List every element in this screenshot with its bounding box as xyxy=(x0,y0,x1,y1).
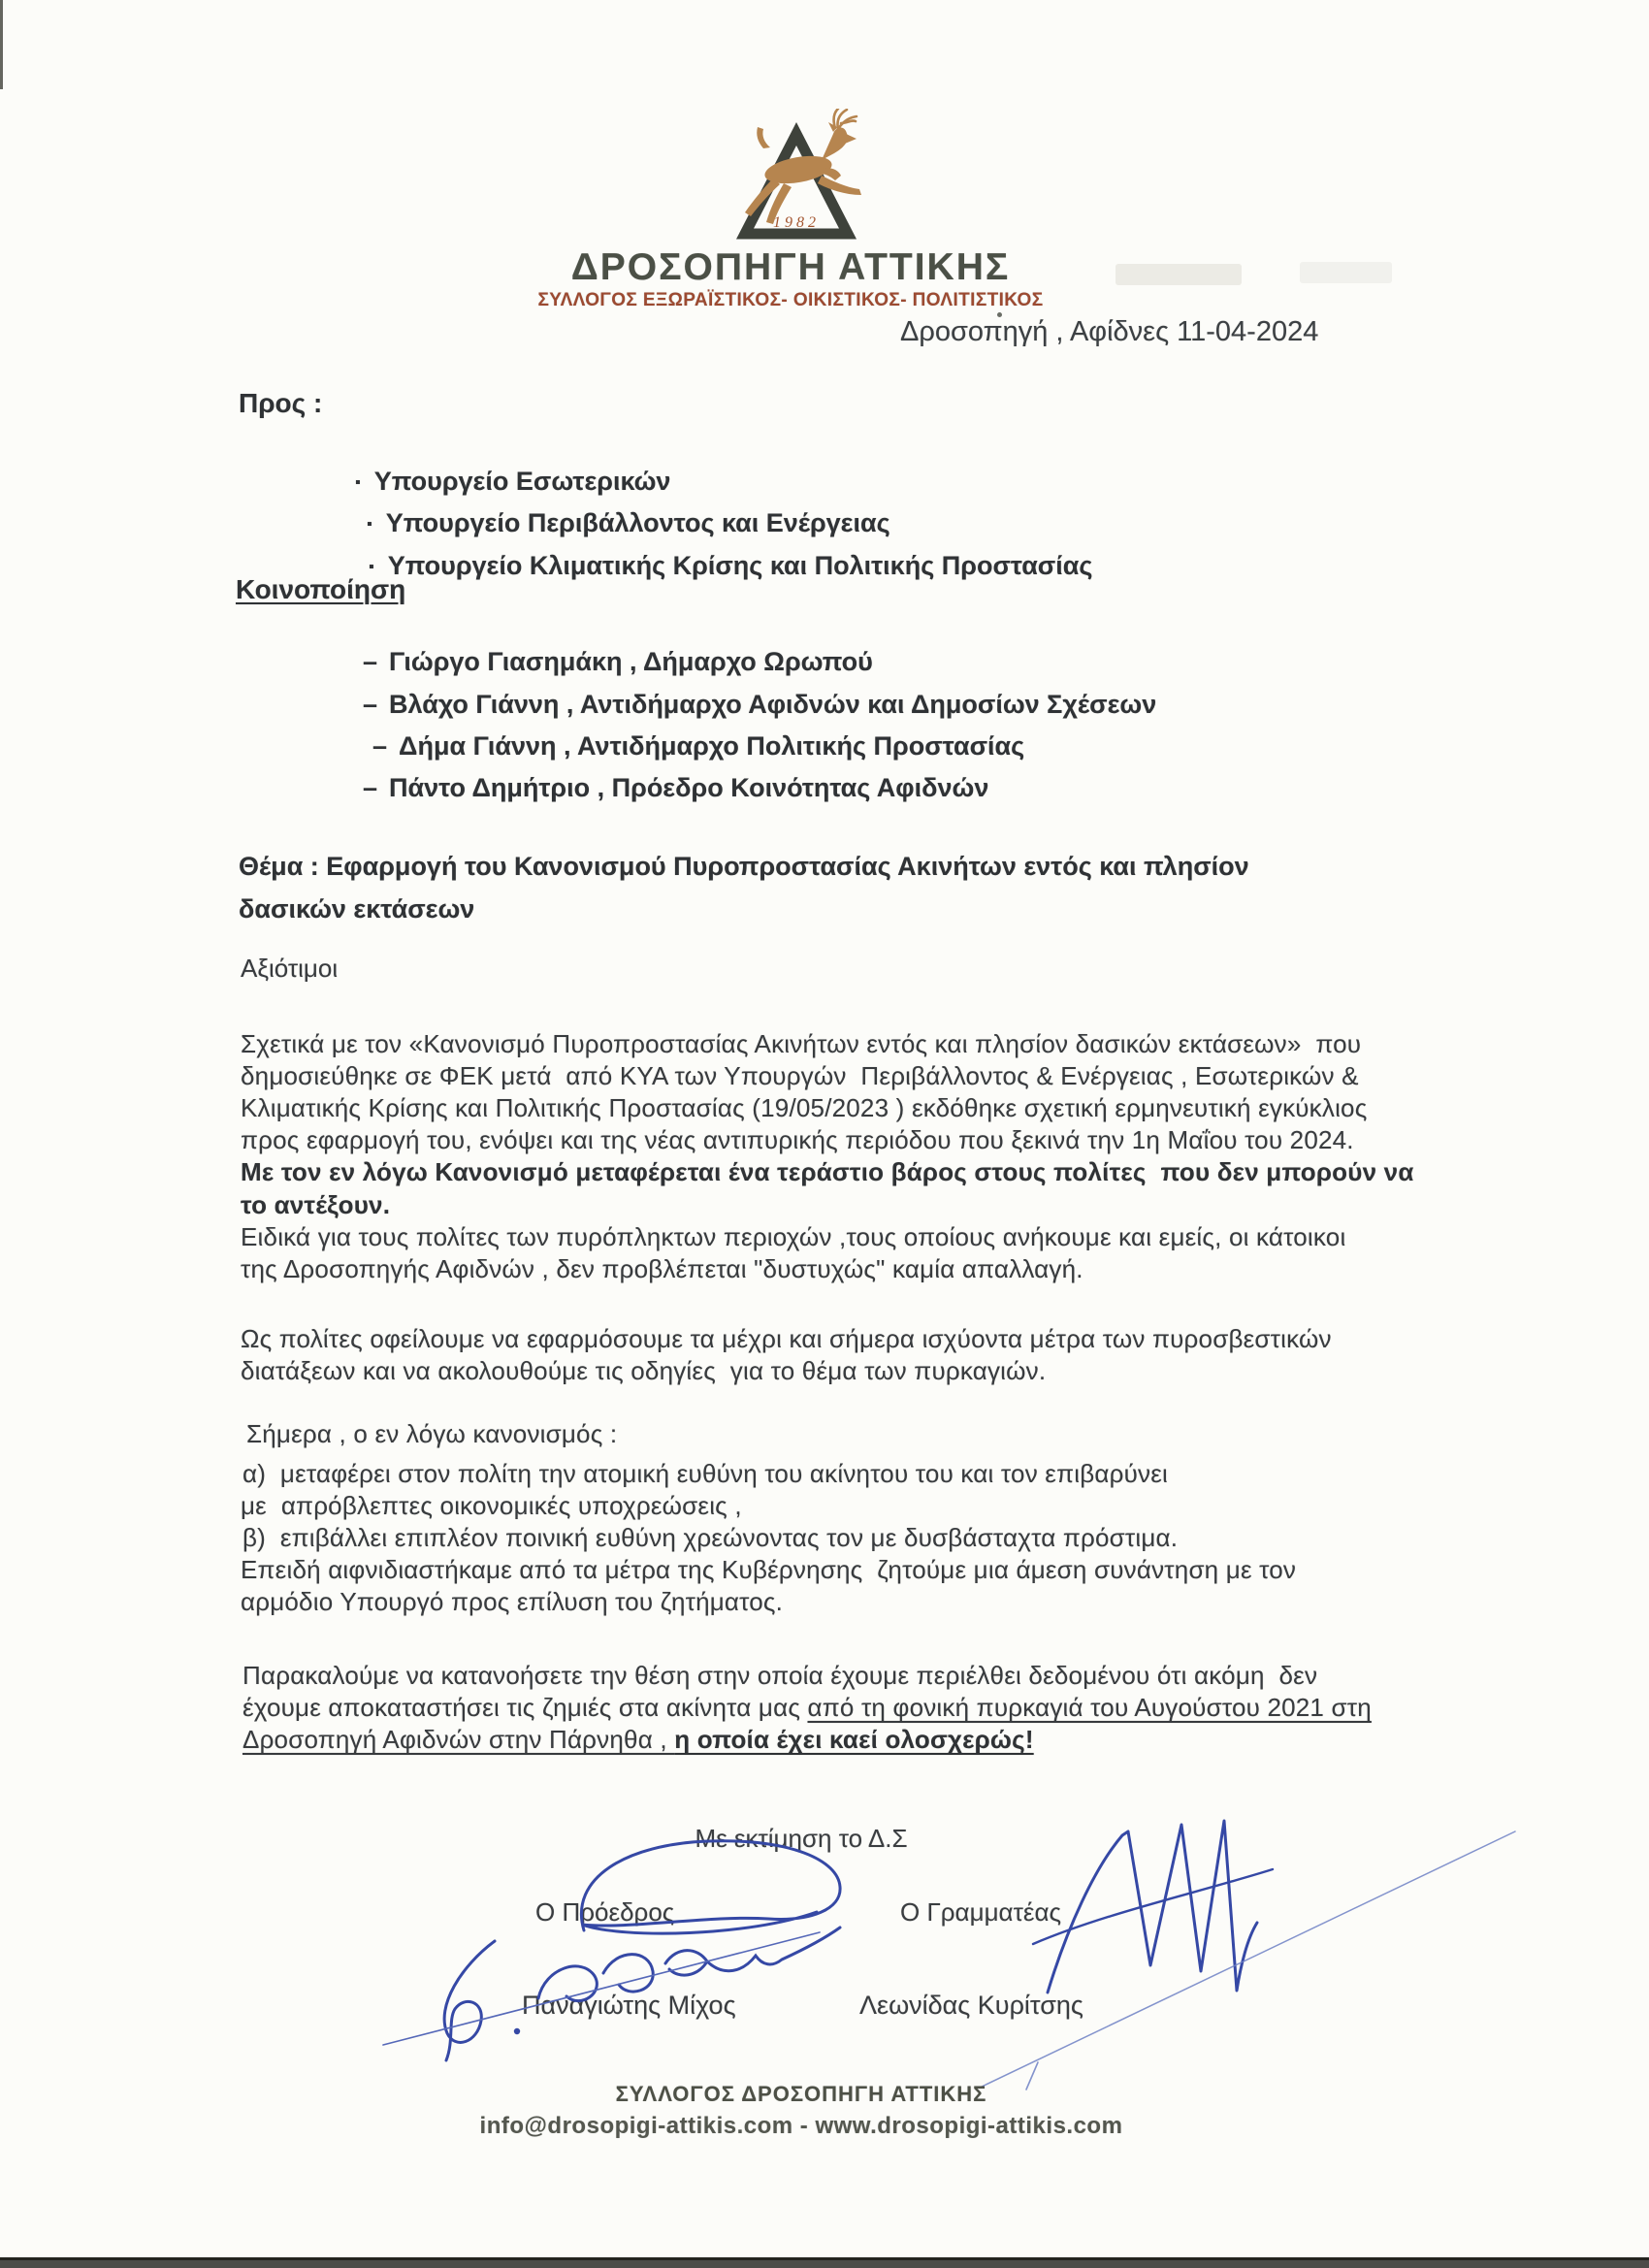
cc-label: Κοινοποίηση xyxy=(236,574,406,604)
closing-text-bold-underlined: η οποία έχει καεί ολοσχερώς! xyxy=(674,1725,1034,1754)
body-line: με απρόβλεπτες οικονομικές υποχρεώσεις , xyxy=(241,1491,742,1520)
to-label: Προς : xyxy=(239,388,323,418)
subject-line: Θέμα : Εφαρμογή του Κανονισμού Πυροπροστασίας Ακινήτων εντός και πλησίον xyxy=(239,852,1249,881)
body-line: β) επιβάλλει επιπλέον ποινική ευθύνη χρεώνοντας τον με δυσβάσταχτα πρόστιμα. xyxy=(242,1523,1179,1552)
body-line: προς εφαρμογή του, ενόψει και της νέας αντιπυρικής περιόδου που ξεκινά την 1η Μαΐου του 2024. xyxy=(241,1125,1354,1154)
body-line: αρμόδιο Υπουργό προς επίλυση του ζητήματος. xyxy=(241,1587,784,1616)
to-item-label: Υπουργείο Εσωτερικών xyxy=(373,467,671,496)
closing-line xyxy=(242,1724,1034,1756)
association-logo xyxy=(713,109,880,248)
dash-bullet-icon: – xyxy=(363,690,378,719)
secretary-name: Λεωνίδας Κυρίτσης xyxy=(859,1991,1083,2020)
scan-smudge xyxy=(1300,262,1392,283)
body-line: δημοσιεύθηκε σε ΦΕΚ μετά από ΚΥΑ των Υπουργών Περιβάλλοντος & Ενέργειας , Εσωτερικών & xyxy=(241,1061,1359,1090)
body-line: α) μεταφέρει στον πολίτη την ατομική ευθύνη του ακίνητου του και τον επιβαρύνει xyxy=(242,1459,1168,1488)
scan-bottom-edge xyxy=(0,2254,1649,2268)
body-line: Σήμερα , ο εν λόγω κανονισμός : xyxy=(246,1419,618,1448)
closing-line xyxy=(242,1692,1372,1724)
dash-bullet-icon: – xyxy=(363,773,378,802)
cc-item-label: Δήμα Γιάννη , Αντιδήμαρχο Πολιτικής Προστασίας xyxy=(399,731,1025,761)
cc-item-label: Γιώργο Γιασημάκη , Δήμαρχο Ωρωπού xyxy=(389,647,873,676)
body-line: Κλιματικής Κρίσης και Πολιτικής Προστασίας (19/05/2023 ) εκδόθηκε σχετική ερμηνευτική εγκύκλιος xyxy=(241,1093,1368,1122)
org-subtitle: ΣΥΛΛΟΓΟΣ ΕΞΩΡΑΪΣΤΙΚΟΣ- ΟΙΚΙΣΤΙΚΟΣ- ΠΟΛΙΤΙΣΤΙΚΟΣ xyxy=(537,290,1044,310)
president-title: Ο Πρόεδρος xyxy=(535,1897,675,1927)
cc-item-label: Βλάχο Γιάννη , Αντιδήμαρχο Αφιδνών και Δημοσίων Σχέσεων xyxy=(389,690,1157,719)
cc-item xyxy=(334,743,988,833)
salutation: Αξιότιμοι xyxy=(241,954,339,983)
to-item-label: Υπουργείο Περιβάλλοντος και Ενέργειας xyxy=(385,508,890,537)
closing-text-underlined: από τη φονική πυρκαγιά του Αυγούστου 2021 στη xyxy=(807,1693,1372,1722)
closing-line: Παρακαλούμε να κατανοήσετε την θέση στην οποία έχουμε περιέλθει δεδομένου ότι ακόμη δεν xyxy=(242,1661,1318,1690)
to-item xyxy=(340,521,1092,611)
square-bullet-icon: ▪ xyxy=(367,516,372,533)
cc-item-label: Πάντο Δημήτριο , Πρόεδρο Κοινότητας Αφιδνών xyxy=(389,773,989,802)
deer-antlers-icon xyxy=(834,109,857,129)
closing-text: έχουμε αποκαταστήσει τις ζημιές στα ακίνητα μας xyxy=(242,1693,808,1722)
org-name: ΔΡΟΣΟΠΗΓΗ ΑΤΤΙΚΗΣ xyxy=(570,246,1011,288)
secretary-title: Ο Γραμματέας xyxy=(900,1897,1062,1927)
president-name: Παναγιώτης Μίχος xyxy=(522,1991,736,2020)
logo-year: 1982 xyxy=(773,214,820,231)
footer-org-line: ΣΥΛΛΟΓΟΣ ΔΡΟΣΟΠΗΓΗ ΑΤΤΙΚΗΣ xyxy=(615,2082,987,2106)
scan-edge-artifact xyxy=(0,0,3,89)
closing-text-underlined: Δροσοπηγή Αφιδνών στην Πάρνηθα , xyxy=(242,1725,675,1754)
square-bullet-icon: ▪ xyxy=(369,559,374,575)
closing-regards: Με εκτίμηση το Δ.Σ xyxy=(695,1824,908,1853)
square-bullet-icon: ▪ xyxy=(355,474,361,491)
dash-bullet-icon: – xyxy=(372,731,388,761)
body-line: Ειδικά για τους πολίτες των πυρόπληκτων περιοχών ,τους οποίους ανήκουμε και εμείς, οι κάτοικοι xyxy=(241,1222,1346,1251)
date-line: Δροσοπηγή , Αφίδνες 11-04-2024 xyxy=(900,316,1319,347)
body-line: Ως πολίτες οφείλουμε να εφαρμόσουμε τα μέχρι και σήμερα ισχύοντα μέτρα των πυροσβεστικών xyxy=(241,1324,1332,1353)
dash-bullet-icon: – xyxy=(363,647,378,676)
body-line: της Δροσοπηγής Αφιδνών , δεν προβλέπεται "δυστυχώς" καμία απαλλαγή. xyxy=(241,1254,1083,1283)
footer-contact-line: info@drosopigi-attikis.com - www.drosopigi-attikis.com xyxy=(479,2113,1123,2139)
body-line: Επειδή αιφνιδιαστήκαμε από τα μέτρα της Κυβέρνησης ζητούμε μια άμεση συνάντηση με τον xyxy=(241,1555,1297,1584)
president-signature xyxy=(383,1841,840,2060)
secretary-signature xyxy=(980,1821,1515,2090)
body-line: Σχετικά με τον «Κανονισμό Πυροπροστασίας Ακινήτων εντός και πλησίον δασικών εκτάσεων» που xyxy=(241,1029,1362,1058)
body-line-bold: Με τον εν λόγω Κανονισμό μεταφέρεται ένα τεράστιο βάρος στους πολίτες που δεν μπορούν να xyxy=(241,1157,1414,1186)
subject-line: δασικών εκτάσεων xyxy=(239,894,475,923)
body-line-bold: το αντέξουν. xyxy=(241,1190,391,1219)
body-line: διατάξεων και να ακολουθούμε τις οδηγίες για το θέμα των πυρκαγιών. xyxy=(241,1356,1047,1385)
to-item-label: Υπουργείο Κλιματικής Κρίσης και Πολιτικής Προστασίας xyxy=(387,551,1093,580)
